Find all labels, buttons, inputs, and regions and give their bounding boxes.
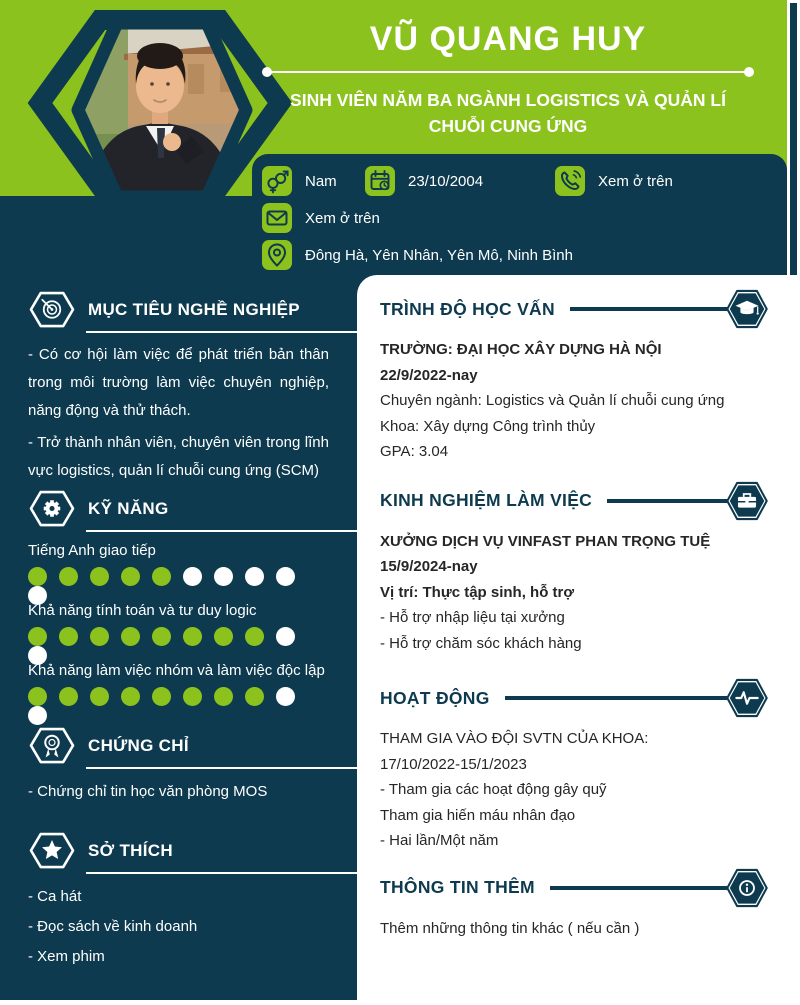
header-rule [570, 307, 727, 311]
section-objective-title: MỤC TIÊU NGHỀ NGHIỆP [88, 299, 300, 319]
candidate-headline: SINH VIÊN NĂM BA NGÀNH LOGISTICS VÀ QUẢN LÍ CHUỖI CUNG ỨNG [290, 90, 726, 137]
activity-line: 17/10/2022-15/1/2023 [380, 755, 527, 773]
rating-dot-empty [276, 687, 295, 706]
hobby-line: - Ca hát [28, 888, 82, 905]
rating-dot-filled [59, 627, 78, 646]
skill-rating [28, 687, 329, 706]
rating-dot-filled [183, 627, 202, 646]
info-row-1 [262, 166, 775, 196]
header-rule [505, 696, 727, 700]
section-education-title: TRÌNH ĐỘ HỌC VẤN [380, 298, 555, 319]
rating-dot-filled [245, 687, 264, 706]
birthday-value: 23/10/2004 [408, 172, 484, 190]
rating-dot-empty [214, 567, 233, 586]
portrait-man-in-suit [64, 10, 260, 202]
rating-dot-empty [28, 706, 47, 725]
body [0, 275, 800, 1005]
additional-lines [380, 916, 770, 942]
hobbies-list [28, 882, 329, 972]
rating-dot-filled [152, 627, 171, 646]
skill-rating [28, 627, 329, 646]
experience-line: - Hỗ trợ nhập liệu tại xưởng [380, 609, 565, 626]
rating-dot-filled [152, 687, 171, 706]
profile-photo [64, 10, 260, 202]
info-row-2 [262, 203, 775, 233]
rating-dot-filled [28, 567, 47, 586]
left-column [0, 275, 357, 1000]
hobby-line: - Đọc sách về kinh doanh [28, 918, 198, 935]
experience-line: Vị trí: Thực tập sinh, hỗ trợ [380, 583, 575, 601]
header-name-block [258, 20, 758, 140]
section-activities-title: HOẠT ĐỘNG [380, 687, 490, 708]
experience-line: XƯỞNG DỊCH VỤ VINFAST PHAN TRỌNG TUỆ [380, 532, 711, 550]
skill-item [28, 600, 329, 646]
location-icon [262, 240, 292, 270]
rating-dot-filled [214, 687, 233, 706]
name-divider [266, 71, 750, 73]
info-address [262, 240, 573, 270]
experience-line: - Hỗ trợ chăm sóc khách hàng [380, 634, 582, 652]
rating-dot-filled [59, 687, 78, 706]
rating-dot-filled [90, 567, 109, 586]
skill-rating [28, 567, 329, 586]
rating-dot-empty [276, 627, 295, 646]
info-phone [555, 166, 673, 196]
skill-label: Khả năng tính toán và tư duy logic [28, 602, 257, 619]
rating-dot-filled [90, 687, 109, 706]
section-activities [380, 678, 770, 854]
graduation-cap-icon [724, 289, 770, 329]
section-additional-title: THÔNG TIN THÊM [380, 877, 535, 897]
info-gender [262, 166, 365, 196]
skill-label: Khả năng làm việc nhóm và làm việc độc lập [28, 662, 325, 679]
mail-icon [262, 203, 292, 233]
section-hobbies-title: SỞ THÍCH [88, 840, 173, 860]
medal-icon [28, 726, 76, 765]
target-icon [28, 290, 76, 329]
rating-dot-filled [28, 627, 47, 646]
section-certificates-header [28, 726, 329, 765]
skill-label: Tiếng Anh giao tiếp [28, 542, 156, 559]
rating-dot-filled [245, 627, 264, 646]
gear-icon [28, 489, 76, 528]
activity-line: - Hai lần/Một năm [380, 832, 499, 849]
section-education-header [380, 289, 770, 329]
rating-dot-filled [59, 567, 78, 586]
experience-line: 15/9/2024-nay [380, 558, 478, 575]
rating-dot-filled [121, 627, 140, 646]
star-icon [28, 831, 76, 870]
right-column [357, 275, 800, 1005]
objective-line: - Có cơ hội làm việc để phát triển bản thân trong môi trường làm việc chuyên nghiệp, năng động và thử thách. [28, 346, 329, 419]
email-value: Xem ở trên [305, 209, 380, 227]
section-experience-title: KINH NGHIỆM LÀM VIỆC [380, 490, 593, 510]
phone-value: Xem ở trên [598, 172, 673, 190]
education-line: GPA: 3.04 [380, 443, 449, 460]
skill-item [28, 660, 329, 706]
rating-dot-empty [276, 567, 295, 586]
certificate-line: - Chứng chỉ tin học văn phòng MOS [28, 783, 268, 800]
gender-icon [262, 166, 292, 196]
rating-dot-filled [28, 687, 47, 706]
info-birthday [365, 166, 555, 196]
section-experience [380, 481, 770, 657]
calendar-icon [365, 166, 395, 196]
rating-dot-empty [183, 567, 202, 586]
address-value: Đông Hà, Yên Nhân, Yên Mô, Ninh Bình [305, 246, 573, 264]
rating-dot-empty [245, 567, 264, 586]
info-email [262, 203, 380, 233]
rating-dot-filled [183, 687, 202, 706]
section-hobbies-header [28, 831, 329, 870]
objective-line: - Trở thành nhân viên, chuyên viên trong lĩnh vực logistics, quản lí chuỗi cung ứng (SCM) [28, 434, 329, 479]
section-skills-header [28, 489, 329, 528]
activity-line: Tham gia hiến máu nhân đạo [380, 806, 576, 824]
section-certificates-title: CHỨNG CHỈ [88, 735, 189, 755]
rating-dot-filled [152, 567, 171, 586]
info-icon [724, 868, 770, 908]
phone-icon [555, 166, 585, 196]
section-additional [380, 868, 770, 942]
personal-info-panel [252, 154, 787, 275]
activity-line: - Tham gia các hoạt động gây quỹ [380, 781, 607, 798]
activity-line: THAM GIA VÀO ĐỘI SVTN CỦA KHOA: [380, 730, 649, 747]
header-rule [550, 886, 727, 890]
gender-value: Nam [305, 172, 337, 190]
education-line: Chuyên ngành: Logistics và Quản lí chuỗi cung ứng [380, 392, 725, 409]
certificates-list [28, 777, 329, 807]
section-skills-title: KỸ NĂNG [88, 498, 169, 518]
pulse-icon [724, 678, 770, 718]
briefcase-icon [724, 481, 770, 521]
section-education [380, 289, 770, 465]
section-additional-header [380, 868, 770, 908]
rating-dot-filled [90, 627, 109, 646]
section-experience-header [380, 481, 770, 521]
education-line: Khoa: Xây dựng Công trình thủy [380, 417, 596, 435]
objective-text [28, 341, 329, 485]
info-row-3 [262, 240, 775, 270]
additional-line: Thêm những thông tin khác ( nếu cần ) [380, 919, 640, 937]
education-line: 22/9/2022-nay [380, 366, 478, 384]
rating-dot-filled [214, 627, 233, 646]
education-lines [380, 337, 770, 465]
education-line: TRƯỜNG: ĐẠI HỌC XÂY DỰNG HÀ NỘI [380, 341, 662, 358]
hobby-line: - Xem phim [28, 948, 105, 965]
section-objective-header [28, 290, 329, 329]
header-rule [607, 499, 727, 503]
skill-item [28, 540, 329, 586]
rating-dot-filled [121, 687, 140, 706]
section-activities-header [380, 678, 770, 718]
rating-dot-filled [121, 567, 140, 586]
experience-lines [380, 529, 770, 657]
activities-lines [380, 726, 770, 854]
candidate-name: VŨ QUANG HUY [369, 20, 647, 58]
